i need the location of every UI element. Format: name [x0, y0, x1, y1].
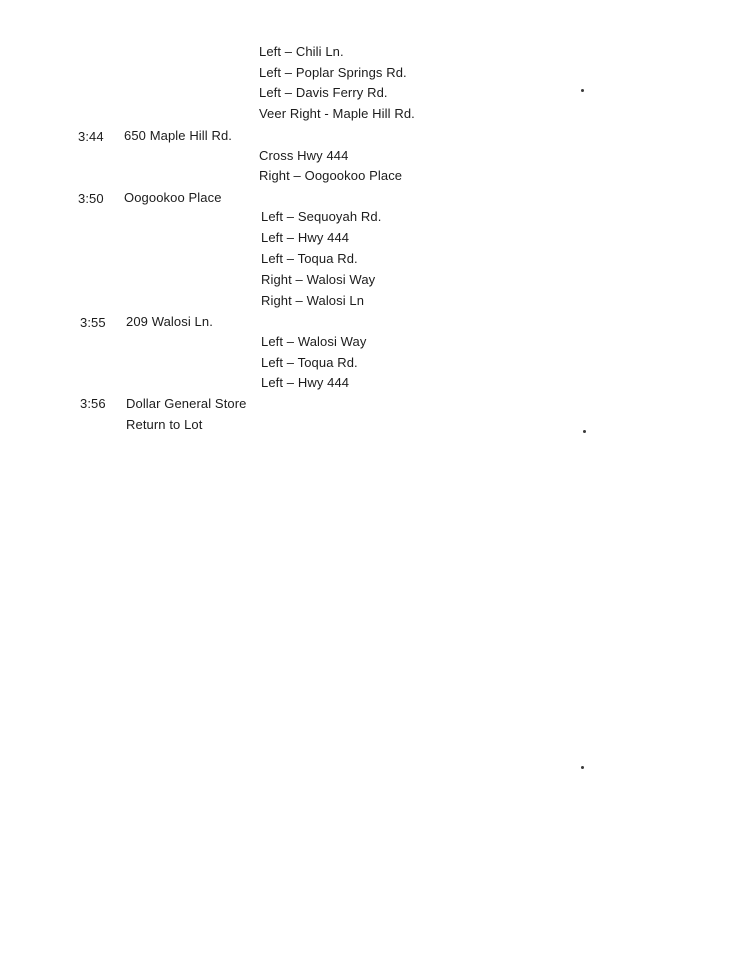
- scan-speck: [581, 89, 584, 92]
- direction-line: Left – Walosi Way: [261, 334, 367, 349]
- direction-line: Right – Walosi Way: [261, 272, 376, 287]
- scan-speck: [583, 430, 586, 433]
- direction-line: Veer Right - Maple Hill Rd.: [259, 106, 415, 121]
- stop-note: Return to Lot: [126, 417, 203, 432]
- direction-line: Right – Walosi Ln: [261, 293, 365, 308]
- stop-location: Dollar General Store: [126, 396, 247, 411]
- stop-location: 209 Walosi Ln.: [126, 314, 213, 329]
- stop-time: 3:50: [78, 191, 104, 206]
- direction-line: Left – Sequoyah Rd.: [261, 209, 382, 224]
- stop-time: 3:56: [80, 396, 106, 411]
- stop-time: 3:55: [80, 315, 106, 330]
- scan-speck: [581, 766, 584, 769]
- direction-line: Left – Davis Ferry Rd.: [259, 85, 388, 100]
- stop-location: 650 Maple Hill Rd.: [124, 128, 233, 143]
- stop-time: 3:44: [78, 129, 104, 144]
- direction-line: Right – Oogookoo Place: [259, 168, 403, 183]
- direction-line: Cross Hwy 444: [259, 148, 349, 163]
- direction-line: Left – Chili Ln.: [259, 44, 344, 59]
- direction-line: Left – Toqua Rd.: [261, 251, 358, 266]
- direction-line: Left – Poplar Springs Rd.: [259, 65, 407, 80]
- direction-line: Left – Hwy 444: [261, 375, 350, 390]
- direction-line: Left – Toqua Rd.: [261, 355, 358, 370]
- direction-line: Left – Hwy 444: [261, 230, 350, 245]
- stop-location: Oogookoo Place: [124, 190, 222, 205]
